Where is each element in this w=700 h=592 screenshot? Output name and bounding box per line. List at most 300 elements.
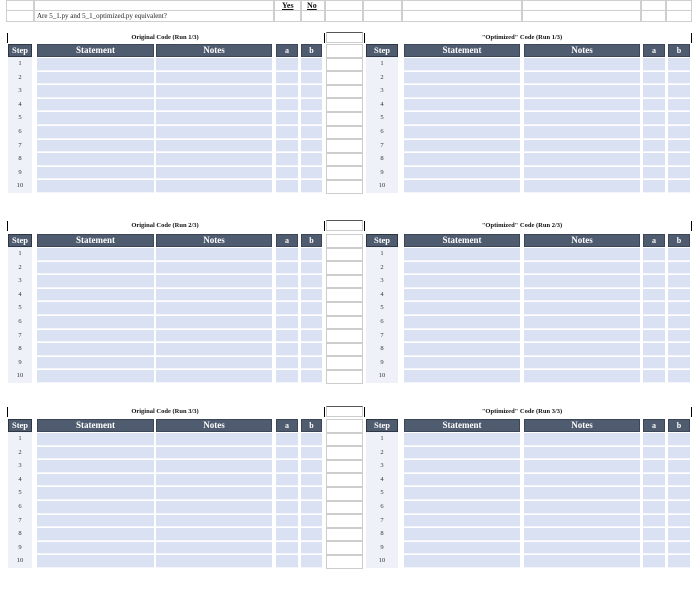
left-statement-cell[interactable] xyxy=(37,289,154,302)
separator-box xyxy=(326,460,363,474)
right-a-cell[interactable] xyxy=(643,316,665,329)
left-notes-cell[interactable] xyxy=(156,474,272,487)
left-b-cell[interactable] xyxy=(301,343,322,356)
right-a-cell[interactable] xyxy=(643,262,665,275)
left-statement-cell[interactable] xyxy=(37,474,154,487)
left-statement-cell[interactable] xyxy=(37,112,154,125)
right-b-cell[interactable] xyxy=(668,357,690,370)
left-b-cell[interactable] xyxy=(301,316,322,329)
left-statement-cell[interactable] xyxy=(37,302,154,315)
right-statement-cell[interactable] xyxy=(404,542,520,555)
left-step-number: 5 xyxy=(18,304,22,312)
right-a-cell[interactable] xyxy=(643,447,665,460)
left-statement-cell[interactable] xyxy=(37,99,154,112)
left-notes-cell[interactable] xyxy=(156,460,272,473)
left-statement-cell[interactable] xyxy=(37,72,154,85)
right-a-cell[interactable] xyxy=(643,126,665,139)
left-statement-cell[interactable] xyxy=(37,542,154,555)
left-a-cell[interactable] xyxy=(276,330,298,343)
right-statement-cell[interactable] xyxy=(404,302,520,315)
right-notes-cell[interactable] xyxy=(524,112,640,125)
left-statement-cell[interactable] xyxy=(37,180,154,193)
left-panel-end-marker xyxy=(324,407,325,417)
right-b-cell[interactable] xyxy=(668,501,690,514)
left-notes-cell[interactable] xyxy=(156,167,272,180)
right-a-cell[interactable] xyxy=(643,140,665,153)
right-a-cell[interactable] xyxy=(643,528,665,541)
right-b-cell[interactable] xyxy=(668,555,690,568)
left-statement-cell[interactable] xyxy=(37,528,154,541)
right-statement-cell[interactable] xyxy=(404,528,520,541)
left-step-number: 6 xyxy=(18,503,22,510)
top-strip-cell xyxy=(274,10,301,22)
right-b-cell[interactable] xyxy=(668,167,690,180)
right-notes-cell[interactable] xyxy=(524,542,640,555)
separator-box xyxy=(326,166,363,180)
left-notes-cell[interactable] xyxy=(156,447,272,460)
left-a-cell[interactable] xyxy=(276,85,298,98)
right-step-number: 10 xyxy=(378,557,386,565)
left-b-cell[interactable] xyxy=(301,167,322,180)
left-a-cell[interactable] xyxy=(276,180,298,193)
right-b-cell[interactable] xyxy=(668,248,690,261)
right-a-cell[interactable] xyxy=(643,460,665,473)
left-step-number: 9 xyxy=(18,543,22,551)
left-step-number: 3 xyxy=(18,462,22,470)
left-a-cell[interactable] xyxy=(276,460,298,473)
left-b-cell[interactable] xyxy=(301,262,322,275)
right-a-cell[interactable] xyxy=(643,275,665,288)
right-a-cell[interactable] xyxy=(643,289,665,302)
right-a-cell[interactable] xyxy=(643,433,665,446)
separator-box xyxy=(326,98,363,112)
right-notes-cell[interactable] xyxy=(524,275,640,288)
left-statement-cell[interactable] xyxy=(37,370,154,383)
right-statement-header: Statement xyxy=(404,419,520,432)
right-b-cell[interactable] xyxy=(668,433,690,446)
left-b-cell[interactable] xyxy=(301,140,322,153)
left-a-cell[interactable] xyxy=(276,289,298,302)
right-notes-cell[interactable] xyxy=(524,316,640,329)
right-b-cell[interactable] xyxy=(668,343,690,356)
left-b-cell[interactable] xyxy=(301,555,322,568)
right-step-number: 2 xyxy=(380,448,384,456)
left-notes-cell[interactable] xyxy=(156,126,272,139)
right-step-number: 3 xyxy=(380,87,384,95)
right-statement-cell[interactable] xyxy=(404,487,520,500)
left-step-number: 10 xyxy=(16,372,24,380)
left-b-cell[interactable] xyxy=(301,99,322,112)
left-step-header: Step xyxy=(8,234,32,247)
right-step-number: 9 xyxy=(380,358,384,366)
separator-box xyxy=(326,316,363,330)
left-b-cell[interactable] xyxy=(301,447,322,460)
left-b-cell[interactable] xyxy=(301,112,322,125)
left-a-cell[interactable] xyxy=(276,167,298,180)
left-a-cell[interactable] xyxy=(276,501,298,514)
left-a-cell[interactable] xyxy=(276,447,298,460)
right-notes-cell[interactable] xyxy=(524,330,640,343)
left-a-header: a xyxy=(276,44,298,57)
right-a-cell[interactable] xyxy=(643,112,665,125)
separator-box xyxy=(326,261,363,275)
left-statement-cell[interactable] xyxy=(37,167,154,180)
separator-box xyxy=(326,302,363,316)
left-statement-cell[interactable] xyxy=(37,126,154,139)
right-a-cell[interactable] xyxy=(643,167,665,180)
left-b-cell[interactable] xyxy=(301,248,322,261)
top-strip-cell xyxy=(522,10,641,22)
right-a-cell[interactable] xyxy=(643,248,665,261)
right-notes-cell[interactable] xyxy=(524,555,640,568)
right-step-number: 1 xyxy=(380,60,384,67)
left-b-cell[interactable] xyxy=(301,58,322,71)
left-a-cell[interactable] xyxy=(276,357,298,370)
left-step-number: 10 xyxy=(16,557,24,565)
left-a-cell[interactable] xyxy=(276,433,298,446)
right-b-cell[interactable] xyxy=(668,528,690,541)
right-b-cell[interactable] xyxy=(668,542,690,555)
left-step-number: 9 xyxy=(18,168,22,176)
right-b-cell[interactable] xyxy=(668,460,690,473)
right-statement-cell[interactable] xyxy=(404,262,520,275)
right-b-cell[interactable] xyxy=(668,72,690,85)
left-notes-cell[interactable] xyxy=(156,275,272,288)
left-notes-cell[interactable] xyxy=(156,153,272,166)
left-step-number: 4 xyxy=(18,290,22,298)
left-statement-cell[interactable] xyxy=(37,316,154,329)
left-statement-cell[interactable] xyxy=(37,330,154,343)
left-b-cell[interactable] xyxy=(301,153,322,166)
left-statement-header: Statement xyxy=(37,234,154,247)
left-statement-cell[interactable] xyxy=(37,433,154,446)
right-b-cell[interactable] xyxy=(668,262,690,275)
right-statement-cell[interactable] xyxy=(404,289,520,302)
left-step-number: 3 xyxy=(18,87,22,95)
left-notes-cell[interactable] xyxy=(156,501,272,514)
left-b-cell[interactable] xyxy=(301,487,322,500)
separator-box xyxy=(326,126,363,140)
top-strip-cell xyxy=(402,10,522,22)
left-statement-cell[interactable] xyxy=(37,85,154,98)
left-notes-cell[interactable] xyxy=(156,357,272,370)
right-notes-cell[interactable] xyxy=(524,262,640,275)
separator-box xyxy=(326,44,363,58)
right-statement-cell[interactable] xyxy=(404,515,520,528)
left-step-number: 7 xyxy=(18,141,22,149)
left-notes-cell[interactable] xyxy=(156,140,272,153)
separator-box xyxy=(326,112,363,126)
right-a-cell[interactable] xyxy=(643,370,665,383)
yes-option[interactable]: Yes xyxy=(282,1,294,10)
right-statement-cell[interactable] xyxy=(404,433,520,446)
left-notes-cell[interactable] xyxy=(156,248,272,261)
left-b-cell[interactable] xyxy=(301,275,322,288)
right-statement-cell[interactable] xyxy=(404,447,520,460)
right-a-cell[interactable] xyxy=(643,85,665,98)
right-statement-cell[interactable] xyxy=(404,58,520,71)
left-notes-cell[interactable] xyxy=(156,180,272,193)
right-statement-cell[interactable] xyxy=(404,248,520,261)
left-statement-header: Statement xyxy=(37,419,154,432)
separator-box xyxy=(326,446,363,460)
right-notes-cell[interactable] xyxy=(524,180,640,193)
left-statement-cell[interactable] xyxy=(37,555,154,568)
left-notes-cell[interactable] xyxy=(156,289,272,302)
right-statement-cell[interactable] xyxy=(404,474,520,487)
right-statement-cell[interactable] xyxy=(404,180,520,193)
left-b-cell[interactable] xyxy=(301,302,322,315)
right-notes-cell[interactable] xyxy=(524,85,640,98)
right-b-cell[interactable] xyxy=(668,289,690,302)
left-b-cell[interactable] xyxy=(301,72,322,85)
left-step-number: 6 xyxy=(18,128,22,135)
left-notes-cell[interactable] xyxy=(156,58,272,71)
right-notes-cell[interactable] xyxy=(524,460,640,473)
left-step-number: 1 xyxy=(18,60,22,67)
right-notes-cell[interactable] xyxy=(524,248,640,261)
right-a-cell[interactable] xyxy=(643,515,665,528)
right-step-number: 7 xyxy=(380,516,384,524)
left-notes-cell[interactable] xyxy=(156,330,272,343)
left-a-cell[interactable] xyxy=(276,528,298,541)
left-b-cell[interactable] xyxy=(301,528,322,541)
left-step-number: 7 xyxy=(18,516,22,524)
right-b-cell[interactable] xyxy=(668,447,690,460)
right-a-cell[interactable] xyxy=(643,357,665,370)
right-notes-cell[interactable] xyxy=(524,153,640,166)
right-statement-cell[interactable] xyxy=(404,99,520,112)
left-b-cell[interactable] xyxy=(301,289,322,302)
right-notes-cell[interactable] xyxy=(524,528,640,541)
right-statement-cell[interactable] xyxy=(404,153,520,166)
left-notes-cell[interactable] xyxy=(156,487,272,500)
left-statement-cell[interactable] xyxy=(37,343,154,356)
left-b-cell[interactable] xyxy=(301,180,322,193)
right-step-number: 6 xyxy=(380,503,384,510)
separator-top-box xyxy=(326,406,363,417)
right-notes-cell[interactable] xyxy=(524,302,640,315)
left-b-cell[interactable] xyxy=(301,357,322,370)
right-a-header: a xyxy=(643,44,665,57)
left-statement-cell[interactable] xyxy=(37,357,154,370)
left-statement-cell[interactable] xyxy=(37,447,154,460)
right-statement-cell[interactable] xyxy=(404,167,520,180)
separator-box xyxy=(326,501,363,515)
left-a-cell[interactable] xyxy=(276,487,298,500)
right-b-cell[interactable] xyxy=(668,140,690,153)
right-a-cell[interactable] xyxy=(643,72,665,85)
left-notes-cell[interactable] xyxy=(156,85,272,98)
right-notes-cell[interactable] xyxy=(524,357,640,370)
left-a-cell[interactable] xyxy=(276,275,298,288)
left-notes-header: Notes xyxy=(156,44,272,57)
left-panel-title: Original Code (Run 2/3) xyxy=(131,222,199,229)
left-notes-cell[interactable] xyxy=(156,555,272,568)
left-a-cell[interactable] xyxy=(276,72,298,85)
left-b-cell[interactable] xyxy=(301,515,322,528)
left-notes-cell[interactable] xyxy=(156,112,272,125)
right-step-header: Step xyxy=(366,234,398,247)
left-statement-cell[interactable] xyxy=(37,140,154,153)
right-b-cell[interactable] xyxy=(668,370,690,383)
right-notes-cell[interactable] xyxy=(524,487,640,500)
right-statement-cell[interactable] xyxy=(404,343,520,356)
separator-top-box xyxy=(326,32,363,43)
right-a-cell[interactable] xyxy=(643,501,665,514)
right-a-cell[interactable] xyxy=(643,302,665,315)
right-b-cell[interactable] xyxy=(668,58,690,71)
right-b-cell[interactable] xyxy=(668,85,690,98)
left-notes-cell[interactable] xyxy=(156,72,272,85)
left-statement-cell[interactable] xyxy=(37,248,154,261)
left-b-cell[interactable] xyxy=(301,542,322,555)
left-statement-cell[interactable] xyxy=(37,487,154,500)
right-notes-cell[interactable] xyxy=(524,474,640,487)
right-step-number: 5 xyxy=(380,304,384,312)
left-step-number: 9 xyxy=(18,358,22,366)
right-statement-cell[interactable] xyxy=(404,555,520,568)
right-statement-cell[interactable] xyxy=(404,460,520,473)
left-b-cell[interactable] xyxy=(301,330,322,343)
right-notes-cell[interactable] xyxy=(524,140,640,153)
right-a-cell[interactable] xyxy=(643,99,665,112)
right-notes-cell[interactable] xyxy=(524,99,640,112)
right-step-number: 5 xyxy=(380,114,384,122)
equivalence-question: Are 5_1.py and 5_1_optimized.py equivalent? xyxy=(37,12,167,20)
left-notes-cell[interactable] xyxy=(156,542,272,555)
right-statement-cell[interactable] xyxy=(404,501,520,514)
right-notes-cell[interactable] xyxy=(524,343,640,356)
right-a-cell[interactable] xyxy=(643,153,665,166)
left-notes-cell[interactable] xyxy=(156,302,272,315)
separator-box xyxy=(326,555,363,569)
right-a-cell[interactable] xyxy=(643,474,665,487)
right-a-cell[interactable] xyxy=(643,487,665,500)
left-statement-cell[interactable] xyxy=(37,153,154,166)
left-statement-cell[interactable] xyxy=(37,58,154,71)
right-b-cell[interactable] xyxy=(668,515,690,528)
right-a-cell[interactable] xyxy=(643,330,665,343)
right-a-cell[interactable] xyxy=(643,555,665,568)
right-statement-cell[interactable] xyxy=(404,85,520,98)
separator-box xyxy=(326,343,363,357)
left-b-cell[interactable] xyxy=(301,126,322,139)
right-b-cell[interactable] xyxy=(668,180,690,193)
left-a-cell[interactable] xyxy=(276,58,298,71)
left-a-cell[interactable] xyxy=(276,153,298,166)
left-b-cell[interactable] xyxy=(301,460,322,473)
left-a-cell[interactable] xyxy=(276,126,298,139)
left-a-cell[interactable] xyxy=(276,99,298,112)
right-panel-end-marker xyxy=(691,407,692,417)
right-notes-cell[interactable] xyxy=(524,370,640,383)
left-a-cell[interactable] xyxy=(276,302,298,315)
right-statement-cell[interactable] xyxy=(404,357,520,370)
left-notes-cell[interactable] xyxy=(156,343,272,356)
right-b-cell[interactable] xyxy=(668,474,690,487)
right-statement-cell[interactable] xyxy=(404,72,520,85)
right-a-cell[interactable] xyxy=(643,343,665,356)
left-b-cell[interactable] xyxy=(301,501,322,514)
right-b-cell[interactable] xyxy=(668,330,690,343)
right-statement-cell[interactable] xyxy=(404,370,520,383)
left-a-cell[interactable] xyxy=(276,248,298,261)
right-b-cell[interactable] xyxy=(668,153,690,166)
right-b-cell[interactable] xyxy=(668,275,690,288)
right-statement-cell[interactable] xyxy=(404,140,520,153)
right-notes-cell[interactable] xyxy=(524,447,640,460)
left-notes-cell[interactable] xyxy=(156,262,272,275)
left-a-cell[interactable] xyxy=(276,316,298,329)
left-b-cell[interactable] xyxy=(301,85,322,98)
right-statement-cell[interactable] xyxy=(404,112,520,125)
left-notes-cell[interactable] xyxy=(156,528,272,541)
right-statement-cell[interactable] xyxy=(404,316,520,329)
right-notes-cell[interactable] xyxy=(524,515,640,528)
left-a-cell[interactable] xyxy=(276,343,298,356)
right-b-cell[interactable] xyxy=(668,302,690,315)
right-b-cell[interactable] xyxy=(668,99,690,112)
right-b-cell[interactable] xyxy=(668,487,690,500)
left-statement-cell[interactable] xyxy=(37,515,154,528)
left-a-cell[interactable] xyxy=(276,262,298,275)
right-a-cell[interactable] xyxy=(643,58,665,71)
left-statement-cell[interactable] xyxy=(37,275,154,288)
right-notes-cell[interactable] xyxy=(524,433,640,446)
right-notes-cell[interactable] xyxy=(524,167,640,180)
right-statement-cell[interactable] xyxy=(404,330,520,343)
left-a-cell[interactable] xyxy=(276,515,298,528)
right-a-cell[interactable] xyxy=(643,180,665,193)
left-statement-cell[interactable] xyxy=(37,501,154,514)
right-notes-cell[interactable] xyxy=(524,58,640,71)
left-statement-cell[interactable] xyxy=(37,262,154,275)
left-a-cell[interactable] xyxy=(276,555,298,568)
right-b-cell[interactable] xyxy=(668,112,690,125)
right-notes-cell[interactable] xyxy=(524,72,640,85)
no-option[interactable]: No xyxy=(307,1,317,10)
right-b-cell[interactable] xyxy=(668,126,690,139)
left-notes-cell[interactable] xyxy=(156,99,272,112)
left-b-cell[interactable] xyxy=(301,474,322,487)
left-a-cell[interactable] xyxy=(276,474,298,487)
left-notes-cell[interactable] xyxy=(156,316,272,329)
right-step-number: 9 xyxy=(380,543,384,551)
right-notes-cell[interactable] xyxy=(524,126,640,139)
right-a-cell[interactable] xyxy=(643,542,665,555)
left-notes-cell[interactable] xyxy=(156,515,272,528)
right-statement-cell[interactable] xyxy=(404,126,520,139)
left-a-cell[interactable] xyxy=(276,112,298,125)
left-b-cell[interactable] xyxy=(301,433,322,446)
separator-box xyxy=(326,487,363,501)
left-statement-cell[interactable] xyxy=(37,460,154,473)
right-notes-cell[interactable] xyxy=(524,501,640,514)
right-statement-cell[interactable] xyxy=(404,275,520,288)
left-a-cell[interactable] xyxy=(276,370,298,383)
left-notes-cell[interactable] xyxy=(156,370,272,383)
left-b-cell[interactable] xyxy=(301,370,322,383)
left-a-cell[interactable] xyxy=(276,140,298,153)
left-a-cell[interactable] xyxy=(276,542,298,555)
right-step-number: 2 xyxy=(380,263,384,271)
left-step-number: 10 xyxy=(16,182,24,190)
right-b-cell[interactable] xyxy=(668,316,690,329)
separator-box xyxy=(326,356,363,370)
left-notes-cell[interactable] xyxy=(156,433,272,446)
right-notes-cell[interactable] xyxy=(524,289,640,302)
